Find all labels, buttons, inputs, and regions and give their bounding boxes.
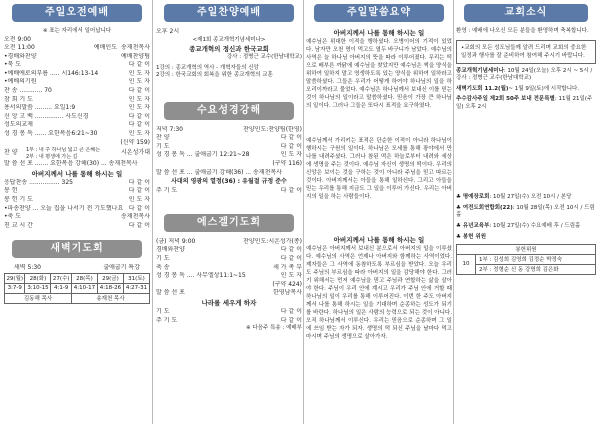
order-item: 성도의교제 <box>4 121 33 129</box>
welcome-text: 환영 : 예배에 나오신 모든 분들을 환영하며 축복합니다. <box>456 28 589 34</box>
wednesday-time: 저녁 7:30 <box>156 125 183 133</box>
order-item: 경배와찬양 <box>156 246 185 254</box>
friday-leader: 찬양인도:시온성가(종) <box>243 237 302 245</box>
seminar-title: 종교개혁의 정신과 한국교회 <box>189 45 269 54</box>
order-row <box>4 78 150 87</box>
dawn-day: 29(월) <box>5 273 25 283</box>
summary-paragraph: 예수님께서 가리키는 표적은 단순한 이적이 아니라 하나님이 행하시는 구원의 일이다. 하나님은 모세를 통해 광야에서 만나를 내려주셨다. 그러나 참된 떡은 하늘로부터 내려와 세상에 생명을 주는 것이다. 예수님 자신이 생명의 떡이다. 우리의 신앙은 보이는 것을 구하는 것이 아니라 주님을 믿고 따르는 것이다. 아버지께서는 아들을 통해 일하신다. 그리고 아들을 믿는 우리를 통해 지금도 그 일을 이루어 가신다. 우리는 아버지의 일을 하는 사람들이다. <box>306 138 452 200</box>
order-person: 예배찬양팀 <box>121 52 150 60</box>
order-person: 다 같 이 <box>280 187 302 195</box>
order-row <box>4 121 150 130</box>
section-header: 주일말씀요약 <box>314 4 444 22</box>
order-row <box>4 104 150 113</box>
leader-name: 송재천목사 <box>121 44 150 52</box>
friday-footnote: ※ 다음주 특송 : 예배부 <box>246 325 302 332</box>
order-person: (구약 424) <box>272 280 302 288</box>
order-item <box>156 160 268 169</box>
order-item: 신 앙 고 백 ............... 사도신경 <box>4 112 89 120</box>
order-item: 참 회 기 도 <box>4 95 33 103</box>
summary-heading: 아버지께서 나를 통해 하시는 일 <box>333 29 425 37</box>
friday-order-2 <box>156 308 302 325</box>
order-row <box>156 317 302 326</box>
serving-row: 1부 : 김성희 김영희 김정순 박정숙 <box>476 254 596 264</box>
order-row <box>156 134 302 143</box>
order-person: 다 같 이 <box>128 112 150 120</box>
scripture-page: (신약 159) <box>120 138 150 146</box>
news-item <box>456 194 596 202</box>
dawn-reference: 3:10-15 <box>25 283 51 293</box>
choir-name: 시온성가대 <box>121 149 150 157</box>
order-row <box>4 222 150 231</box>
friday-time: (금) 저녁 9:00 <box>156 237 196 245</box>
anthem-label: 찬 양 <box>4 149 18 157</box>
order-row <box>156 264 302 273</box>
order-item: 말 씀 선 포 <box>156 289 185 297</box>
order-row <box>156 289 302 298</box>
order-item: 기 도 <box>156 254 170 262</box>
anthem-2: 2부 : 내 평생에 가는 길 <box>26 153 78 160</box>
sermon-line: 말 씀 선 포 ....... 요한복음 강해(30) ... 송재천목사 <box>4 160 138 168</box>
wednesday-header: 수요성경강해 <box>164 102 294 120</box>
order-row <box>156 143 302 152</box>
service-time: 오전 9:00 <box>4 35 31 43</box>
order-row <box>4 196 150 205</box>
order-item: •예배에로의부름 ..... 시146:13-14 <box>4 69 99 77</box>
order-person: 다 같 이 <box>128 187 150 195</box>
news-item-text: : 11월 21일(주일) 오후 2시 <box>456 96 593 110</box>
order-item: 성 경 봉 독 ... 출애굽기 12:21~28 <box>156 151 250 159</box>
news-item <box>456 86 596 94</box>
order-item: 친 교 시 간 <box>4 221 33 229</box>
order-item: 봉 헌 <box>4 187 18 195</box>
wednesday-order <box>156 134 302 177</box>
summary-heading: 아버지께서 나를 통해 하시는 일 <box>333 236 425 244</box>
order-person: 인 도 자 <box>280 151 302 159</box>
order-row <box>156 255 302 264</box>
order-person: 다 같 이 <box>128 178 150 186</box>
order-row <box>4 130 150 139</box>
notice-box: •교회의 모든 성도님들께 알려 드리며 교회의 중요한 일정과 행사를 잘 준비하여 참여해 주시기 바랍니다. <box>456 40 596 64</box>
news-item-heading: 새벽기도회 11.2(월) <box>456 85 509 92</box>
order-person: 인 도 자 <box>128 130 150 138</box>
seminar-session: 1강의 : 종교개혁의 역사 - 개혁자들의 신앙 <box>156 64 259 71</box>
column-divider <box>303 0 304 424</box>
order-item: 성 경 봉 독 ...... 요한복음6:21~30 <box>4 130 98 138</box>
order-item: 찬 송 ............ 70 <box>4 87 52 95</box>
standing-notice: ※ 표는 자리에서 일어납니다 <box>42 28 112 34</box>
order-person: 세 가 족 부 <box>273 263 302 271</box>
dawn-reference: 4:10-17 <box>71 283 97 293</box>
order-person: 다 같 이 <box>128 204 150 212</box>
order-row <box>4 96 150 105</box>
dawn-reference: 4:27-31 <box>123 283 149 293</box>
column-divider <box>152 0 153 424</box>
news-item <box>456 68 596 83</box>
church-news <box>456 4 596 275</box>
dawn-preacher: 김동해 목사 <box>5 293 72 303</box>
anthem-1: 1부 : 내 주 하나님 넓고 큰 은혜는 <box>26 147 100 154</box>
order-item: •축 도 <box>4 213 22 221</box>
order-row <box>156 272 302 281</box>
dawn-day: 31(토) <box>123 273 149 283</box>
serving-table <box>456 244 596 275</box>
dawn-day: 28(목) <box>71 273 97 283</box>
summary-paragraph: 예수님은 아버지께서 보내신 분으로서 아버지의 일을 이루셨다. 예수님의 사역은 언제나 아버지와 함께하는 사역이었다. 제자들은 그 사역에 동참하도록 부르심을 받았다. 오늘 우리도 주님의 부르심을 따라 아버지의 일을 감당해야 한다. 그러기 위해서는 먼저 예수님을 믿고 주님과 연합하는 삶을 살아야 한다. 주님이 우리 안에 계시고 우리가 주님 안에 거할 때 하나님의 일이 우리를 통해 이루어진다. 이번 한 주도 아버지께서 나를 통해 하시는 일을 기대하며 순종하는 성도가 되기를 바란다. 하나님의 일은 사람의 능력으로 되는 것이 아니다. 오직 하나님께서 이루신다. 우리는 믿음으로 순종하며 그 일에 쓰임 받는 자가 되자. 생명의 떡 되신 주님을 날마다 먹고 마시며 주님의 생명으로 살아가자. <box>306 246 452 340</box>
order-person: 다 같 이 <box>128 87 150 95</box>
order-person: 인 도 자 <box>280 272 302 280</box>
order-person: 송재천목사 <box>121 213 150 221</box>
serving-title: ♣ 봉헌 위원 <box>456 234 487 240</box>
order-item: 축 송 <box>156 263 170 271</box>
dawn-reference: 3:7-9 <box>5 283 25 293</box>
order-person: 다 같 이 <box>128 221 150 229</box>
news-item-heading: 추수감사주일 제2회 50주 보내 전문특별 <box>456 96 555 102</box>
sunday-morning-service <box>4 4 150 304</box>
order-person: 다 같 이 <box>280 246 302 254</box>
order-row <box>156 151 302 160</box>
order-item: •파송찬양 ... 오늘 집을 나서기 전 기도했나요 <box>4 204 124 212</box>
news-item-text: : 10월 28일(목) 오전 10시 / 드림홀 <box>456 204 595 218</box>
summary-paragraph: 예수님은 위대한 이적을 행하셨다. 오병이어의 기적이 있었다. 남자만 오천 명이 먹고도 열두 바구니가 남았다. 예수님의 사역은 늘 하나님 아버지의 뜻을 따라 이루어졌다. 무리는 떡으로 배부른 까닭에 예수님을 찾았지만 예수님은 썩을 양식을 위하여 일하지 말고 영생하도록 있는 양식을 위하여 일하라고 말씀하셨다. 그들은 우리가 어떻게 하여야 하나님의 일을 하오리이까라고 물었다. 예수님은 하나님께서 보내신 이를 믿는 것이 하나님의 일이라고 말씀하셨다. 믿음이 가장 큰 하나님의 일이다. 그러나 그들은 또다시 표적을 요구하였다. <box>306 39 452 109</box>
news-item-text: : 10월 27일(수) 오전 10시 / 본당 <box>489 194 572 200</box>
order-row <box>4 87 150 96</box>
order-item: 용서의말씀 ......... 요일1:9 <box>4 104 76 112</box>
order-row <box>156 281 302 290</box>
dawn-day: 28(화) <box>25 273 51 283</box>
order-row <box>4 213 150 222</box>
order-item: 봉 헌 기 도 <box>4 196 33 203</box>
news-item <box>456 205 596 220</box>
news-item-text: : 10월 24일(오늘) 오후 2시 ~ 5시 / 강사 : 정병근 교수(한남대학교) <box>456 67 593 81</box>
order-row <box>4 179 150 188</box>
dawn-time: 새벽 5:30 <box>14 264 41 272</box>
order-row <box>4 113 150 122</box>
news-list-2 <box>456 194 596 230</box>
section-header: 주일오전예배 <box>12 4 142 22</box>
order-item: 기 도 <box>156 142 170 150</box>
order-of-worship <box>4 53 150 139</box>
order-item: •묵 도 <box>4 61 22 69</box>
serving-row: 2부 : 정형순 신 동 강명희 김은화 <box>476 264 596 274</box>
dawn-day: 29(금) <box>97 273 123 283</box>
news-item-text: ~ 1월 9일(토)에 시작합니다. <box>508 85 580 92</box>
order-row <box>4 70 150 79</box>
dawn-schedule-table <box>4 273 150 304</box>
news-list <box>456 68 596 112</box>
order-item: 찬 양 <box>156 134 170 142</box>
news-item-heading: ♣ 유년교육부 <box>456 222 490 229</box>
column-divider <box>453 0 454 424</box>
order-item: 응답찬송 ................ 325 <box>4 178 73 186</box>
dawn-preacher: 송재천 목사 <box>71 293 149 303</box>
order-person: (구약 116) <box>272 159 302 167</box>
news-item-text: : 10월 27일(수) 수요예배 후 / 드림홀 <box>489 222 581 229</box>
order-row <box>4 187 150 196</box>
dawn-topic: 출애굽기 특강 <box>103 264 140 272</box>
sermon-summary <box>306 4 452 420</box>
order-row <box>4 53 150 62</box>
order-row <box>156 246 302 255</box>
order-row <box>4 205 150 214</box>
order-row <box>156 169 302 178</box>
order-person: 한영남목사 <box>273 289 302 297</box>
section-header: 교회소식 <box>464 4 588 22</box>
order-row <box>156 160 302 169</box>
friday-order <box>156 246 302 298</box>
dawn-day: 27(수) <box>51 273 71 283</box>
news-item <box>456 96 596 111</box>
sermon-title: 아버지께서 나를 통해 하시는 일 <box>31 169 123 178</box>
order-person: 인 도 자 <box>128 104 150 112</box>
order-person: 인 도 자 <box>128 95 150 103</box>
serving-head: 봉헌위원 <box>457 244 596 254</box>
seminar-series: <제1회 종교개혁기념세미나> <box>192 36 266 43</box>
seminar-session: 2강의 : 한국교회의 회복을 위한 종교개혁의 교훈 <box>156 72 273 79</box>
seminar-lecturer: 강사 : 정병근 교수(한남대학교) <box>226 54 302 61</box>
dawn-reference: 4:18-26 <box>97 283 123 293</box>
news-item-heading: ♣ 명예장로회 <box>456 194 490 200</box>
wednesday-leader: 찬양인도:찬양팀(한영) <box>243 125 302 133</box>
order-person: 다 같 이 <box>280 142 302 150</box>
service-time: 오후 2시 <box>156 28 180 35</box>
order-person: 인 도 자 <box>128 78 150 86</box>
news-item <box>456 223 596 231</box>
order-item: 주 기 도 <box>156 187 178 195</box>
sunday-praise-service <box>156 4 302 333</box>
section-header: 주일찬양예배 <box>164 4 294 22</box>
friday-prayer-header: 에스겔기도회 <box>164 214 294 232</box>
news-item-heading: 종교개혁기념세미나 <box>456 67 504 74</box>
order-item: •예배의기원 <box>4 78 37 86</box>
dawn-reference: 4:1-9 <box>51 283 71 293</box>
order-person: 인 도 자 <box>128 196 150 203</box>
order-person: 다 같 이 <box>128 121 150 129</box>
order-item <box>156 281 268 290</box>
order-person: 다 같 이 <box>280 254 302 262</box>
order-item: 기 도 <box>156 307 170 315</box>
order-person: 다 같 이 <box>280 316 302 324</box>
order-row <box>4 61 150 70</box>
order-item: 성 경 봉 독 .... 사무엘상11:1~15 <box>156 272 246 280</box>
order-item: •경배와찬양 <box>4 52 37 60</box>
order-item: 주 기 도 <box>156 316 178 324</box>
serving-week: 10 <box>457 254 476 274</box>
order-of-worship-2 <box>4 179 150 231</box>
friday-sermon: 나라를 세우게 하자 <box>201 298 257 307</box>
order-person: 다 같 이 <box>280 307 302 315</box>
wednesday-sermon: 사대의 영광의 열정(36) : 유월절 규정 준수 <box>171 178 287 186</box>
leader-label: 예배인도 <box>93 44 118 52</box>
order-item: 말 씀 선 포 ... 출애굽기 강해(36) ... 송재천목사 <box>156 168 282 176</box>
order-person: 인 도 자 <box>128 69 150 77</box>
order-person: 다 같 이 <box>128 61 150 69</box>
dawn-prayer-header: 새벽기도회 <box>12 240 142 258</box>
order-row <box>156 308 302 317</box>
order-person: 다 같 이 <box>280 134 302 142</box>
news-item-heading: ♣ 여전도회연합회(22) <box>456 204 513 211</box>
service-time: 오전 11:00 <box>4 44 35 52</box>
